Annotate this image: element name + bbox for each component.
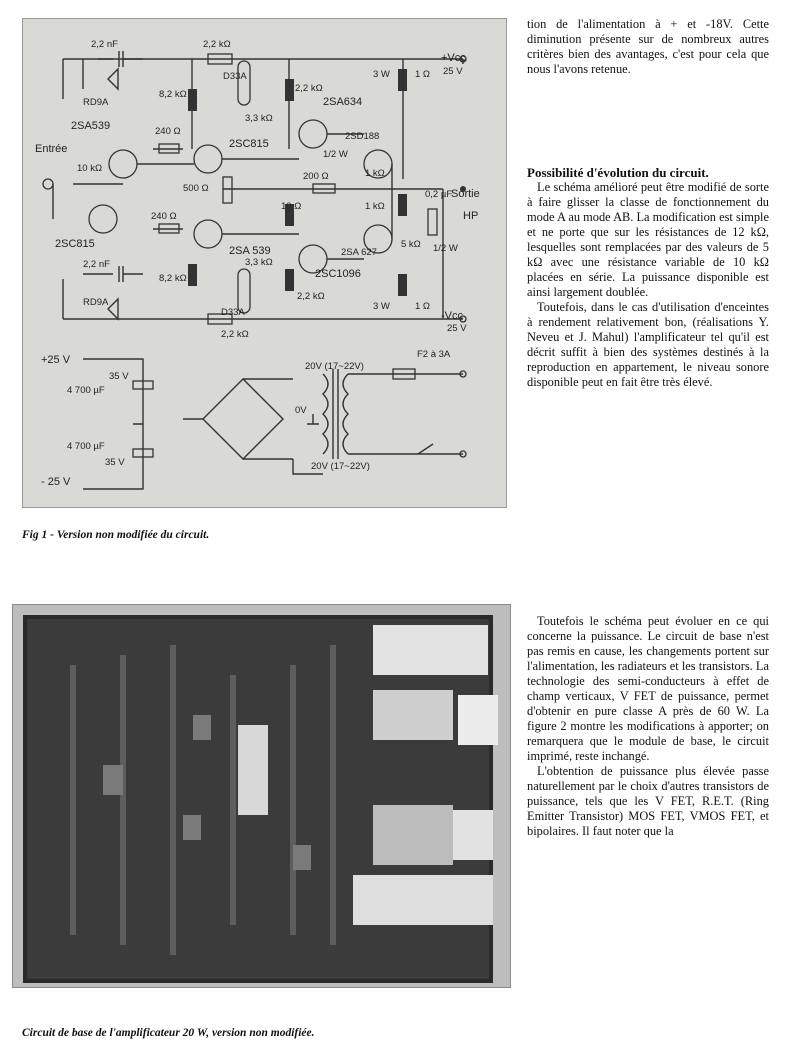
label-r-1k-top: 1 kΩ [365,168,385,179]
schematic-diagram [23,19,506,507]
label-r5k: 5 kΩ [401,239,421,250]
circuit-board-photo [12,604,511,988]
label-r-half-w: 1/2 W [323,149,348,160]
label-q-2sc815-left: 2SC815 [55,238,95,250]
label-r22k-bot: 2,2 kΩ [221,329,249,340]
intro-paragraph: tion de l'alimentation à + et -18V. Cette diminution présente sur de nombreux autres critères bien des avantages, c'est pour cela que nous l'avons retenue. [527,17,769,76]
label-r1-bot: 1 Ω [415,301,431,312]
label-entree: Entrée [35,143,68,155]
label-q-2sa539-bot: 2SA 539 [229,245,271,257]
label-q-2sa539-top: 2SA539 [71,120,111,132]
label-r1-2w: 1/2 W [433,243,458,254]
label-vcc-neg: -Vcc [441,310,463,322]
column-section [527,165,769,390]
label-sortie: Sortie [451,188,480,200]
label-zener-top: RD9A [83,97,109,108]
label-r-1k-bot: 1 kΩ [365,201,385,212]
section-heading: Possibilité d'évolution du circuit. [527,165,709,180]
label-q-2sa627: 2SA 627 [341,247,377,258]
label-cap2-c: 4 700 µF [67,441,105,452]
label-q-2sc1096: 2SC1096 [315,268,361,280]
label-q-2sc815-mid: 2SC815 [229,138,269,150]
paragraph-2: Toutefois, dans le cas d'utilisation d'enceintes à rendement relativement bon, (réalisations Y. Neveu et J. Mahul) l'amplificateur tel qu'il est décrit suffit à bien des systèmes destinés à la reproduction en appartement, le niveau sonore disponible peut en fait être très élevé. [527,300,769,389]
label-vcc-pos-v: 25 V [443,66,463,77]
label-fuse: F2 à 3A [417,349,451,360]
label-q-2sd188: 2SD188 [345,131,380,142]
label-r240-bot: 240 Ω [151,211,177,222]
label-r3w-top: 3 W [373,69,390,80]
label-cap1-c: 4 700 µF [67,385,105,396]
figure1-caption: Fig 1 - Version non modifiée du circuit. [22,529,210,541]
label-q-2sa634: 2SA634 [323,96,363,108]
label-r22-top: 2,2 kΩ [295,83,323,94]
label-r200: 200 Ω [303,171,329,182]
label-hp: HP [463,210,479,222]
label-vcc-neg-v: 25 V [447,323,467,334]
photo-caption: Circuit de base de l'amplificateur 20 W, version non modifiée. [22,1027,315,1039]
label-d1: D33A [223,71,247,82]
label-r33-bot: 3,3 kΩ [245,257,273,268]
label-r1-top: 1 Ω [415,69,431,80]
label-r82-top: 8,2 kΩ [159,89,187,100]
label-r82-bot: 8,2 kΩ [159,273,187,284]
label-ps-neg: - 25 V [41,476,71,488]
label-r33-top: 3,3 kΩ [245,113,273,124]
label-r3w-bot: 3 W [373,301,390,312]
column-intro [527,17,769,77]
label-cap1-v: 35 V [109,371,129,382]
photo-image [13,605,510,987]
label-r10: 10 Ω [281,201,302,212]
label-r-fb: 2,2 kΩ [203,39,231,50]
label-r-in: 10 kΩ [77,163,103,174]
label-c-in-bot: 2,2 nF [83,259,110,270]
label-cap2-v: 35 V [105,457,125,468]
label-vcc-pos: +Vcc [441,52,466,64]
label-tr-0v: 0V [295,405,307,416]
label-d2: D33A [221,307,245,318]
schematic-figure [22,18,507,508]
label-r240-top: 240 Ω [155,126,181,137]
paragraph-1: Le schéma amélioré peut être modifié de sorte à faire glisser la classe de fonctionnement du mode A au mode AB. La modification est simple et ne porte que sur les résistances de 12 kΩ, lesquelles sont remplacées par des valeurs de 5 kΩ avec une résistance variable de 10 kΩ placées en série. La puissance disponible est ainsi largement doublée. [527,180,769,299]
label-pot: 500 Ω [183,183,209,194]
label-tr-bot: 20V (17~22V) [311,461,370,472]
paragraph-4: L'obtention de puissance plus élevée passe naturellement par le choix d'autres transistors de puissance, tels que les V FET, R.E.T. (Ring Emitter Transistor) MOS FET, VMOS FET, et bipolaires. Il faut noter que la [527,764,769,838]
paragraph-3: Toutefois le schéma peut évoluer en ce qui concerne la puissance. Le circuit de base n'est pas remis en cause, les changements portent sur l'alimentation, les radiateurs et les transistors. La technologie des semi-conducteurs à effet de champ verticaux, V FET de puissance, permet d'obtenir en pure classe A près de 60 W. La figure 2 montre les modifications à apporter; on remarquera que le module de base, le circuit imprimé, reste inchangé. [527,614,769,763]
label-zener-bot: RD9A [83,297,109,308]
label-ps-pos: +25 V [41,354,71,366]
label-r22-bot: 2,2 kΩ [297,291,325,302]
label-c02: 0,2 µF [425,189,453,200]
label-c-in: 2,2 nF [91,39,118,50]
label-tr-top: 20V (17~22V) [305,361,364,372]
column-continued [527,614,769,839]
